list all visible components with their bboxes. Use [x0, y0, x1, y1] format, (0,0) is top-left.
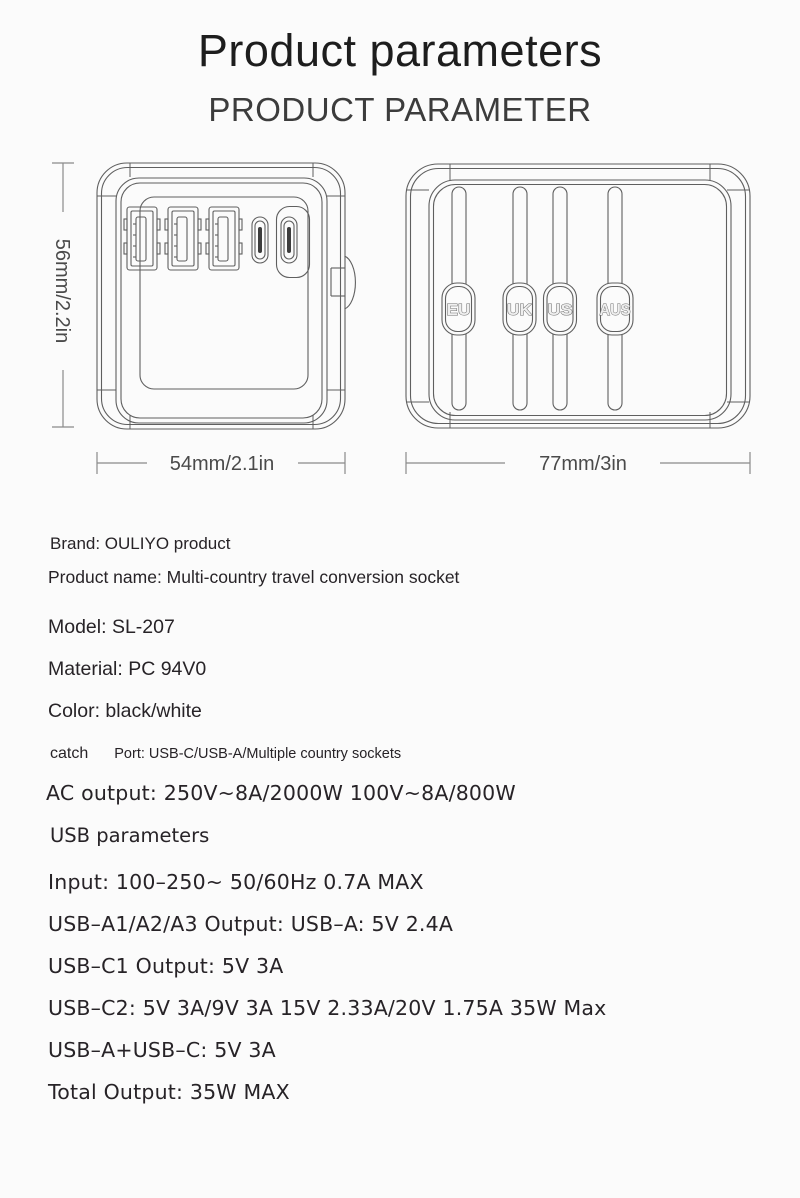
usb-a-port: [124, 207, 160, 270]
usb-c-port: [252, 217, 268, 263]
slider-knob-us: [544, 283, 577, 335]
slider-label-us: US: [547, 302, 573, 319]
slider-label-eu: EU: [446, 302, 471, 319]
slider-knob-eu: [442, 283, 475, 335]
spec-usb-c1-output: USB–C1 Output: 5V 3A: [48, 954, 284, 978]
spec-port-line: [50, 745, 401, 763]
spec-usb-ac-output: USB–A+USB–C: 5V 3A: [48, 1038, 276, 1062]
back-view-drawing: [406, 164, 750, 428]
spec-brand: Brand: OULIYO product: [50, 534, 231, 553]
usb-c-port: [281, 217, 297, 263]
spec-usb-c2-output: USB–C2: 5V 3A/9V 3A 15V 2.33A/20V 1.75A 35W Max: [48, 996, 607, 1020]
spec-port: Port: USB-C/USB-A/Multiple country sockets: [114, 746, 402, 762]
spec-catch-label: catch: [50, 745, 89, 762]
front-width-dimension-label: 54mm/2.1in: [169, 453, 275, 475]
back-width-dimension-label: 77mm/3in: [539, 453, 627, 475]
spec-ac-output: AC output: 250V~8A/2000W 100V~8A/800W: [46, 781, 516, 805]
usb-a-port: [206, 207, 242, 270]
page-subtitle: PRODUCT PARAMETER: [208, 91, 592, 128]
back-panel-inner: [434, 185, 727, 416]
spec-model: Model: SL-207: [48, 616, 175, 638]
page-title: Product parameters: [197, 25, 603, 76]
usb-a-port: [165, 207, 201, 270]
front-body-inner-wall: [102, 168, 341, 425]
product-diagram: [0, 0, 800, 500]
spec-usb-a-output: USB–A1/A2/A3 Output: USB–A: 5V 2.4A: [48, 912, 454, 936]
spec-material: Material: PC 94V0: [48, 658, 207, 680]
slider-label-aus: AUS: [599, 302, 631, 319]
front-view-drawing: [97, 163, 355, 429]
front-panel-inner: [121, 183, 322, 418]
spec-input: Input: 100–250~ 50/60Hz 0.7A MAX: [48, 870, 424, 894]
height-dimension-label: 56mm/2.2in: [51, 238, 73, 344]
side-button: [331, 256, 355, 309]
spec-color: Color: black/white: [48, 700, 202, 722]
slider-knob-uk: [503, 283, 536, 335]
slider-label-uk: UK: [507, 302, 533, 319]
spec-product-name: Product name: Multi-country travel conversion socket: [48, 567, 460, 587]
spec-usb-header: USB parameters: [50, 824, 210, 847]
front-panel-outer: [116, 178, 327, 423]
dimension-labels: [51, 239, 627, 475]
slider-knob-aus: [597, 283, 633, 335]
spec-total-output: Total Output: 35W MAX: [48, 1080, 290, 1104]
